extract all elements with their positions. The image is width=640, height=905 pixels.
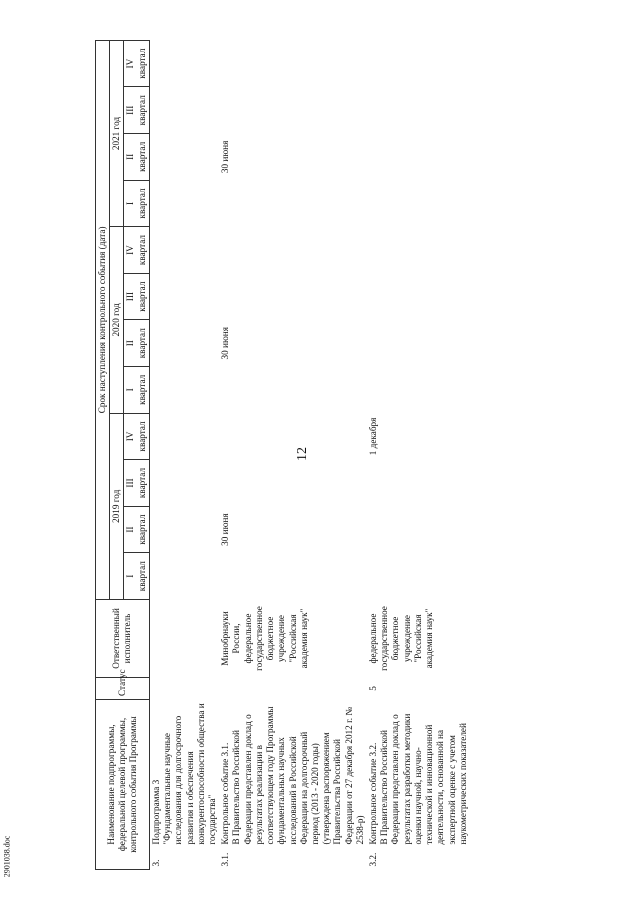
deadline-2020-q1 <box>219 367 367 414</box>
header-year-2021: 2021 год <box>110 40 124 227</box>
deadline-2019-q4 <box>219 413 367 460</box>
header-quarter <box>124 413 149 460</box>
quarter-number: I <box>125 201 136 205</box>
quarter-number: IV <box>125 431 136 442</box>
quarter-number: I <box>125 574 136 578</box>
quarter-word: квартал <box>136 235 147 266</box>
deadline-2021-q3 <box>219 87 367 134</box>
row-status: 5 <box>368 686 379 691</box>
row-status <box>219 678 367 700</box>
deadline-2021-q2: 30 июня <box>220 140 231 174</box>
header-quarter <box>124 134 149 181</box>
deadline-2019-q1 <box>219 553 367 600</box>
header-quarter <box>124 460 149 507</box>
deadline-2020-q1 <box>367 367 470 414</box>
row-number: 3.1. <box>220 852 231 867</box>
table-row <box>149 40 219 869</box>
quarter-word: квартал <box>136 514 147 545</box>
row-responsible: Минобрнауки России, федеральное государственное бюджетное учреждение "Российская академия наук" <box>220 606 309 671</box>
header-quarter <box>124 40 149 87</box>
header-status: Статус <box>96 678 150 700</box>
quarter-word: квартал <box>136 421 147 452</box>
deadline-2019-q4: 1 декабря <box>368 417 379 456</box>
deadline-2019-q3 <box>219 460 367 507</box>
header-responsible: Ответственный исполнитель <box>96 600 150 678</box>
page-number: 12 <box>295 447 310 461</box>
quarter-number: II <box>125 153 136 160</box>
quarter-word: квартал <box>136 48 147 79</box>
quarter-number: IV <box>125 245 136 255</box>
quarter-number: III <box>125 292 136 302</box>
header-quarter <box>124 506 149 553</box>
header-quarter <box>124 273 149 320</box>
deadline-2021-q4 <box>219 40 367 87</box>
deadline-2021-q1 <box>219 180 367 227</box>
quarter-word: квартал <box>136 188 147 219</box>
deadline-2020-q2 <box>367 320 470 367</box>
quarter-word: квартал <box>136 467 147 499</box>
row-name: Контрольное событие 3.1. В Правительство Российской Федерации представлен доклад о результатах реализации в соответствующем году Программы фундаментальных научных исследований в Российской Федерации на долгосрочный период (2013 - 2020 годы) (утверждена распоряжением Правительства Российской Федерации от 27 декабря 2012 г. № 2538-р) <box>220 706 365 845</box>
quarter-word: квартал <box>136 328 147 359</box>
deadline-2019-q2: 30 июня <box>220 513 231 546</box>
header-deadline: Срок наступления контрольного события (дата) <box>96 40 110 599</box>
row-name: Контрольное событие 3.2. В Правительство Российской Федерации представлен доклад о результатах разработки методики оценки научной, научно-технической и инновационной деятельности, основанной на экспертной оценке с учетом наукометрических показателей <box>368 713 468 845</box>
deadline-2019-q1 <box>367 553 470 600</box>
rotated-table-container <box>95 40 635 870</box>
quarter-word: квартал <box>136 561 147 592</box>
deadline-2019-q2 <box>367 506 470 553</box>
deadline-2019-q3 <box>367 460 470 507</box>
quarter-number: II <box>125 526 136 533</box>
row-number: 3.2. <box>368 852 379 867</box>
table-row <box>367 40 470 869</box>
row-responsible: федеральное государственное бюджетное учреждение "Российская академия наук" <box>368 606 435 671</box>
deadline-2020-q3 <box>367 273 470 320</box>
table-header <box>96 40 150 869</box>
header-quarter <box>124 87 149 134</box>
deadline-2020-q4 <box>219 227 367 274</box>
deadline-2021-q1 <box>367 180 470 227</box>
quarter-number: III <box>125 105 136 115</box>
control-events-table <box>95 40 470 870</box>
deadline-2020-q3 <box>219 273 367 320</box>
quarter-number: III <box>125 478 136 488</box>
deadline-2020-q2: 30 июня <box>220 327 231 360</box>
quarter-number: I <box>125 388 136 392</box>
header-name: Наименование подпрограммы, федеральной целевой программы, контрольного события Программы <box>96 700 150 870</box>
table-row <box>219 40 367 869</box>
header-year-2020: 2020 год <box>110 227 124 413</box>
header-quarter <box>124 367 149 414</box>
deadline-2021-q3 <box>367 87 470 134</box>
deadline-2021-q2 <box>367 134 470 181</box>
table-body <box>149 40 470 869</box>
quarter-word: квартал <box>136 141 147 172</box>
row-status <box>149 678 219 700</box>
footer-code: 2901038.doc <box>2 835 12 878</box>
header-quarter <box>124 553 149 600</box>
header-quarter <box>124 227 149 274</box>
quarter-word: квартал <box>136 281 147 312</box>
quarter-word: квартал <box>136 95 147 126</box>
header-quarter <box>124 180 149 227</box>
quarter-number: IV <box>125 58 136 69</box>
header-quarter <box>124 320 149 367</box>
row-responsible <box>149 600 219 678</box>
row-number: 3. <box>150 859 161 867</box>
deadline-2021-q4 <box>367 40 470 87</box>
row-name: Подпрограмма 3 "Фундаментальные научные исследования для долгосрочного развития и обеспечения конкурентоспособности общества и государства" <box>150 703 217 845</box>
deadline-2020-q4 <box>367 227 470 274</box>
quarter-word: квартал <box>136 374 147 405</box>
row-deadlines-empty <box>149 40 219 599</box>
header-year-2019: 2019 год <box>110 413 124 599</box>
quarter-number: II <box>125 340 136 347</box>
